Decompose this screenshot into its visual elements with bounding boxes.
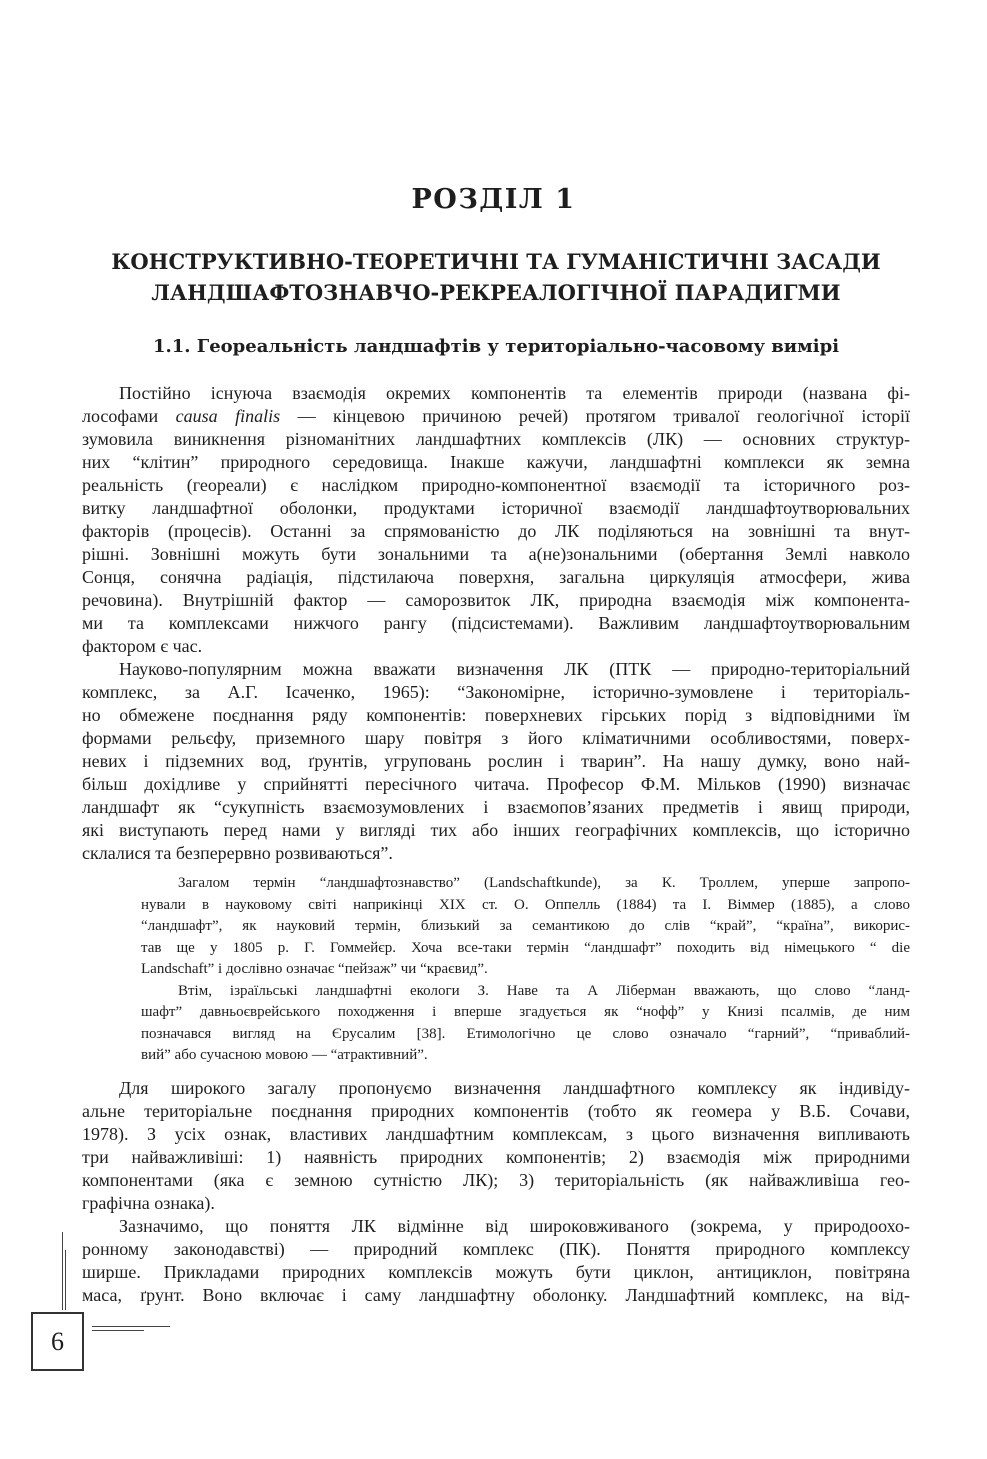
paragraph-line: більш дохідливе у сприйнятті пересічного читача. Професор Ф.М. Мільков (1990) визначає [82, 774, 910, 794]
text-fragment: — кінцевою причиною речей) протягом тривалої геологічної історії [280, 406, 910, 426]
paragraph-line: Для широкого загалу пропонуємо визначення ландшафтного комплексу як індивіду- [119, 1078, 910, 1098]
paragraph-1 [82, 382, 910, 658]
paragraph-3 [82, 1077, 910, 1215]
latin-term: causa finalis [175, 406, 281, 426]
paragraph-line: ширше. Прикладами природних комплексів можуть бути циклон, антициклон, повітряна [82, 1262, 910, 1282]
note-line: “ландшафт”, як науковий термін, близький за семантикою до слів “край”, “країна”, викорис- [141, 918, 910, 934]
paragraph-line: фактором є час. [82, 636, 203, 656]
paragraph-line: склалися та безперервно розвиваються”. [82, 843, 393, 863]
note-line: шафт” давньоєврейського походження і вперше згадується як “нофф” у Книзі псалмів, де ним [141, 1004, 910, 1020]
note-line: тав ще у 1805 р. Г. Гоммейєр. Хоча все-таки термін “ландшафт” походить від німецького “ die [141, 939, 910, 956]
note-line: Landschaft” і дослівно означає “пейзаж” чи “краєвид”. [141, 961, 488, 977]
paragraph-line: реальність (георeали) є наслідком природно-компонентної взаємодії та історичного роз- [82, 475, 910, 495]
paragraph-line: комплекс, за А.Г. Ісаченко, 1965): “Закономірне, історично-зумовлене і територіаль- [82, 682, 910, 702]
paragraph-line: речовина). Внутрішній фактор — саморозвиток ЛК, природна взаємодія між компонента- [82, 590, 910, 610]
paragraph-line: 1978). З усіх ознак, властивих ландшафтним комплексам, з цього визначення випливають [82, 1124, 910, 1144]
paragraph-line: Науково-популярним можна вважати визначення ЛК (ПТК — природно-територіальний [119, 659, 910, 679]
note-line: нували в науковому світі наприкінці XIX ст. О. Оппелль (1884) та І. Віммер (1885), а слово [141, 896, 910, 913]
paragraph-line: компонентами (яка є земною сутністю ЛК); 3) територіальність (як найважливіша гео- [82, 1170, 910, 1190]
paragraph-line: зумовила виникнення різноманітних ландшафтних комплексів (ЛК) — основних структур- [82, 429, 910, 449]
footer-rule [92, 1326, 170, 1327]
paragraph-line: три найважливіші: 1) наявність природних компонентів; 2) взаємодія між природними [82, 1147, 910, 1167]
margin-rule [65, 1250, 66, 1310]
paragraph-line: витку ландшафтної оболонки, продуктами історичної взаємодії ландшафтоутворювальних [82, 498, 910, 518]
note-line: позначався вигляд на Єрусалим [38]. Етимологічно це слово означало “гарний”, “приваблий- [141, 1025, 910, 1042]
chapter-heading: РОЗДІЛ 1 [411, 184, 576, 215]
chapter-title-line-1: КОНСТРУКТИВНО-ТЕОРЕТИЧНІ ТА ГУМАНІСТИЧНІ ЗАСАДИ [111, 249, 881, 274]
paragraph-line: факторів (процесів). Останні за спрямованістю до ЛК поділяються на зовнішні та внут- [82, 521, 910, 541]
paragraph-line: невих і підземних вод, ґрунтів, угруповань рослин і тварин”. На нашу думку, воно най- [82, 751, 910, 771]
paragraph-line: рішні. Зовнішні можуть бути зональними та а(не)зональними (обертання Землі навколо [82, 544, 910, 564]
note-line: вий” або сучасною мовою — “атрактивний”. [141, 1047, 428, 1063]
chapter-title [70, 246, 922, 308]
paragraph-line: Зазначимо, що поняття ЛК відмінне від широковживаного (зокрема, у природоохо- [119, 1216, 910, 1236]
paragraph-line: Сонця, сонячна радіація, підстилаюча поверхня, загальна циркуляція атмосфери, жива [82, 567, 910, 587]
paragraph-line [82, 405, 910, 428]
paragraph-line: ми та комплексами нижчого рангу (підсистемами). Важливим ландшафтоутворювальним [82, 613, 910, 633]
note-line: Загалом термін “ландшафтознавство” (Landschaftkunde), за К. Троллем, уперше запропо- [178, 875, 910, 891]
paragraph-line: маса, ґрунт. Воно включає і саму ландшафтну оболонку. Ландшафтний комплекс, на від- [82, 1285, 910, 1305]
note-line: Втім, ізраїльські ландшафтні екологи З. Наве та А Ліберман вважають, що слово “ланд- [178, 982, 910, 999]
paragraph-line: них “клітин” природного середовища. Інакше кажучи, ландшафтні комплекси як земна [82, 452, 910, 472]
text-fragment: лософами [82, 406, 176, 426]
section-heading: 1.1. Геореальність ландшафтів у територіально-часовому вимірі [152, 336, 840, 357]
paragraph-line: графічна ознака). [82, 1193, 215, 1213]
paragraph-line: які виступають перед нами у вигляді тих або інших географічних комплексів, що історично [82, 820, 910, 840]
paragraph-line: ландшафт як “сукупність взаємозумовлених і взаємопов’язаних предметів і явищ природи, [82, 797, 910, 817]
paragraph-2 [82, 658, 910, 865]
footer-rule [92, 1330, 144, 1331]
paragraph-line: ронному законодавстві) — природний комплекс (ПК). Поняття природного комплексу [82, 1239, 910, 1259]
chapter-title-line-2: ЛАНДШАФТОЗНАВЧО-РЕКРЕАЛОГІЧНОЇ ПАРАДИГМИ [151, 280, 841, 305]
page-number: 6 [31, 1312, 84, 1371]
paragraph-line: формами рельєфу, приземного шару повітря з його кліматичними особливостями, поверх- [82, 728, 910, 748]
side-note [141, 873, 910, 1067]
paragraph-line: альне територіальне поєднання природних компонентів (тобто як геомера у В.Б. Сочави, [82, 1101, 910, 1121]
paragraph-line: но обмежене поєднання ряду компонентів: поверхневих гірських порід з відповідними їм [82, 705, 910, 725]
margin-rule [62, 1232, 63, 1310]
paragraph-4 [82, 1215, 910, 1307]
paragraph-line: Постійно існуюча взаємодія окремих компонентів та елементів природи (названа фі- [119, 383, 910, 403]
